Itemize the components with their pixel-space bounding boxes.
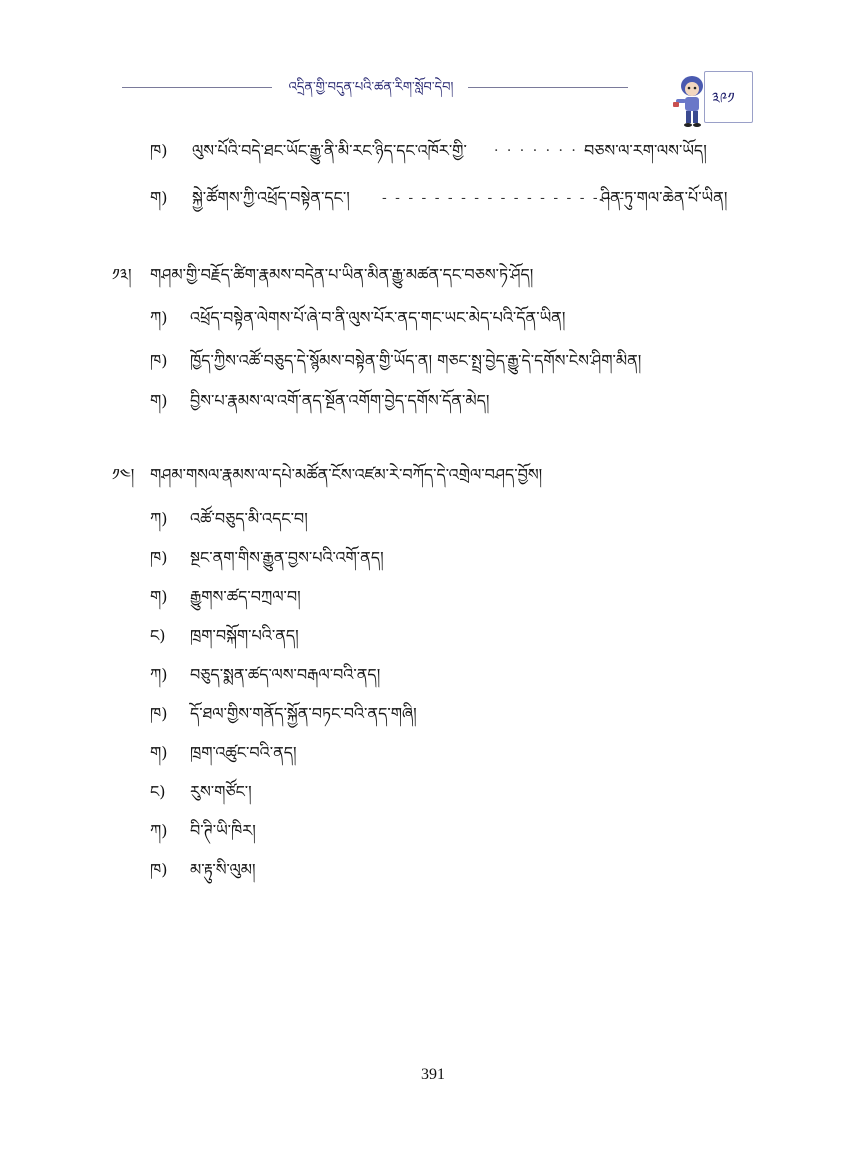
list-item-text: བི་ཊི་ཡི་ཁིར། <box>190 821 256 840</box>
list-item-text: སྔང་ནག་གིས་རྒྱུན་བྱས་པའི་འགོ་ནད། <box>190 548 384 567</box>
list-marker: ག) <box>150 188 168 207</box>
list-item-answer: ཤིན་ཏུ་གལ་ཆེན་པོ་ཡིན། <box>600 188 728 207</box>
list-marker: ཀ) <box>150 821 168 840</box>
list-item-text: འཚོ་བཅུད་མི་འདང་བ། <box>190 509 308 528</box>
header-title: འདྲིན་གྱི་བདུན་པའི་ཚན་རིག་སློབ་དེབ། <box>288 80 454 95</box>
list-marker: ག) <box>150 391 168 410</box>
list-item-text: དོ་ཐལ་གྱིས་གནོད་སྐྱོན་བཏང་བའི་ནད་གཞི། <box>190 704 417 723</box>
list-item-text: ཁྲག་འཚུང་བའི་ནད། <box>190 743 297 762</box>
list-marker: ང) <box>150 626 166 645</box>
list-item-text: ལུས་པོའི་བདེ་ཐང་ཡོང་རྒྱུ་ནི་མི་རང་ཉིད་དང་འཁོར་གྱི་ <box>192 141 467 160</box>
list-marker: ཀ) <box>150 308 168 327</box>
list-item-text: ཁྲག་བསྐོག་པའི་ནད། <box>190 626 299 645</box>
list-item-text: རྒྱུགས་ཚད་བཀྲལ་བ། <box>190 587 301 606</box>
leader-dots: · · · · · · · · <box>494 143 591 159</box>
question-number: ༡༣། <box>112 265 132 284</box>
leader-dashes: - - - - - - - - - - - - - - - - - - - <box>382 190 626 206</box>
list-marker: ག) <box>150 587 168 606</box>
list-marker: ཀ) <box>150 509 168 528</box>
question-text: གཤམ་གྱི་བརྗོད་ཚིག་རྣམས་བདེན་པ་ཡིན་མིན་རྒྱུ་མཚན་དང་བཅས་ཏེ་ཤོད། <box>150 265 534 284</box>
question-number: ༡༤། <box>112 465 135 484</box>
list-marker: ཁ) <box>150 548 168 567</box>
list-marker: ག) <box>150 743 168 762</box>
list-item-text: རུས་གཙོང་། <box>190 782 252 801</box>
list-item-text: མ་རྟུ་སི་ལུམ། <box>190 860 256 879</box>
list-item-text: ཁྱོད་ཀྱིས་འཚོ་བཅུད་དེ་སྙོམས་བསྟེན་གྱི་ཡོད་ན། གཅང་སྤྲ་བྱེད་རྒྱུ་དེ་དགོས་ངེས་ཤིག་མིན། <box>190 351 642 370</box>
list-item-text: བཅུད་སྨན་ཚད་ལས་བརྒལ་བའི་ནད། <box>190 665 381 684</box>
list-item-text: འཕྲོད་བསྟེན་ལེགས་པོ་ཞེ་བ་ནི་ལུས་པོར་ནད་གང་ཡང་མེད་པའི་དོན་ཡིན། <box>190 308 566 327</box>
list-marker: ཁ) <box>150 351 168 370</box>
header-rule-right <box>468 87 628 88</box>
header-rule-left <box>122 87 272 88</box>
page-number: 391 <box>421 1066 445 1083</box>
list-marker: ཁ) <box>150 860 168 879</box>
list-marker: ཁ) <box>150 141 168 160</box>
list-item-text: བྱིས་པ་རྣམས་ལ་འགོ་ནད་སྔོན་འགོག་བྱེད་དགོས་དོན་མེད། <box>190 391 490 410</box>
list-marker: ཀ) <box>150 665 168 684</box>
page-label: ༣༩༡ <box>712 89 735 107</box>
question-text: གཤམ་གསལ་རྣམས་ལ་དཔེ་མཚོན་ངོས་འཛམ་རེ་བཀོད་དེ་འགྲེལ་བཤད་བྱོས། <box>150 465 543 484</box>
list-item-text: སྐྱེ་ཚོགས་ཀྱི་འཕྲོད་བསྟེན་དང་། <box>192 188 350 207</box>
list-marker: ང) <box>150 782 166 801</box>
list-marker: ཁ) <box>150 704 168 723</box>
list-item-answer: བཅས་ལ་རག་ལས་ཡོད། <box>584 141 707 160</box>
